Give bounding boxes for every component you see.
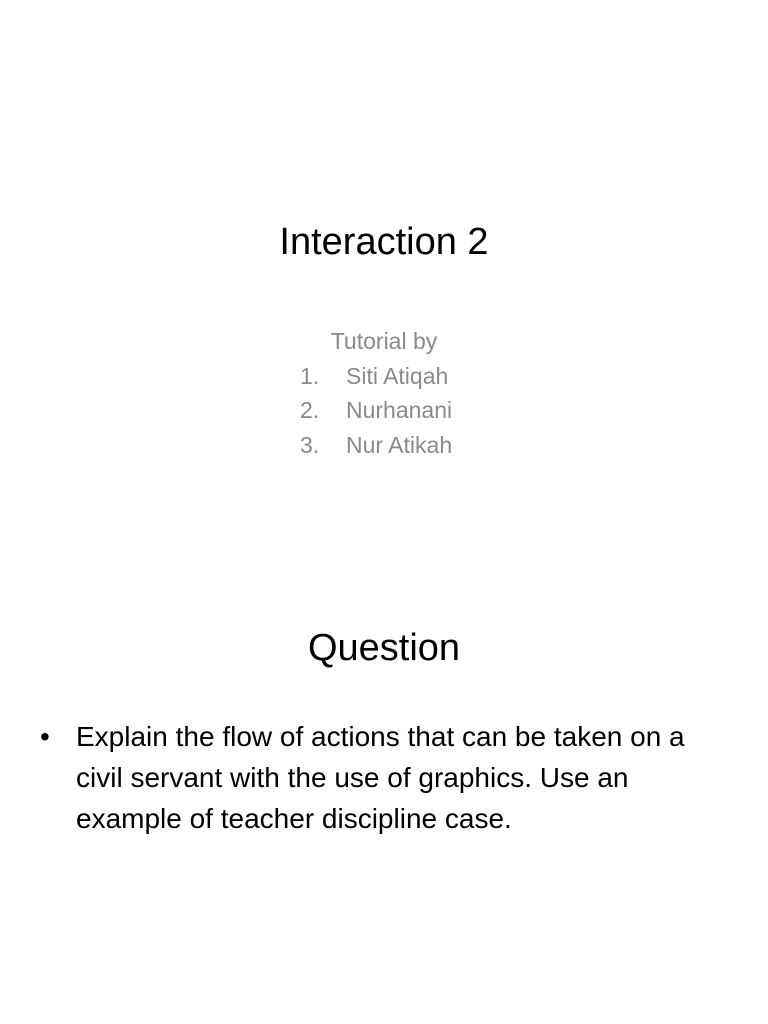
bullet-icon: • [40,721,50,752]
author-item [300,428,560,463]
author-number: 2. [300,397,320,423]
author-name: Siti Atiqah [346,362,449,389]
bullet-item [40,716,730,839]
bullet-text: Explain the flow of actions that can be taken on a civil servant with the use of graphics. Use an example of teacher discipline case. [76,721,685,834]
subtitle-heading: Tutorial by [330,328,438,354]
author-number: 3. [300,431,320,458]
author-list [300,359,560,463]
slide-title: Question [307,627,461,669]
author-number: 1. [300,362,320,389]
slide-question [0,512,768,1024]
author-name: Nurhanani [346,397,453,423]
author-name: Nur Atikah [346,431,453,458]
subtitle-block [0,324,768,462]
bullet-list [40,716,730,839]
author-item [300,359,560,394]
author-item [300,393,560,428]
slide-title: Interaction 2 [279,221,489,263]
